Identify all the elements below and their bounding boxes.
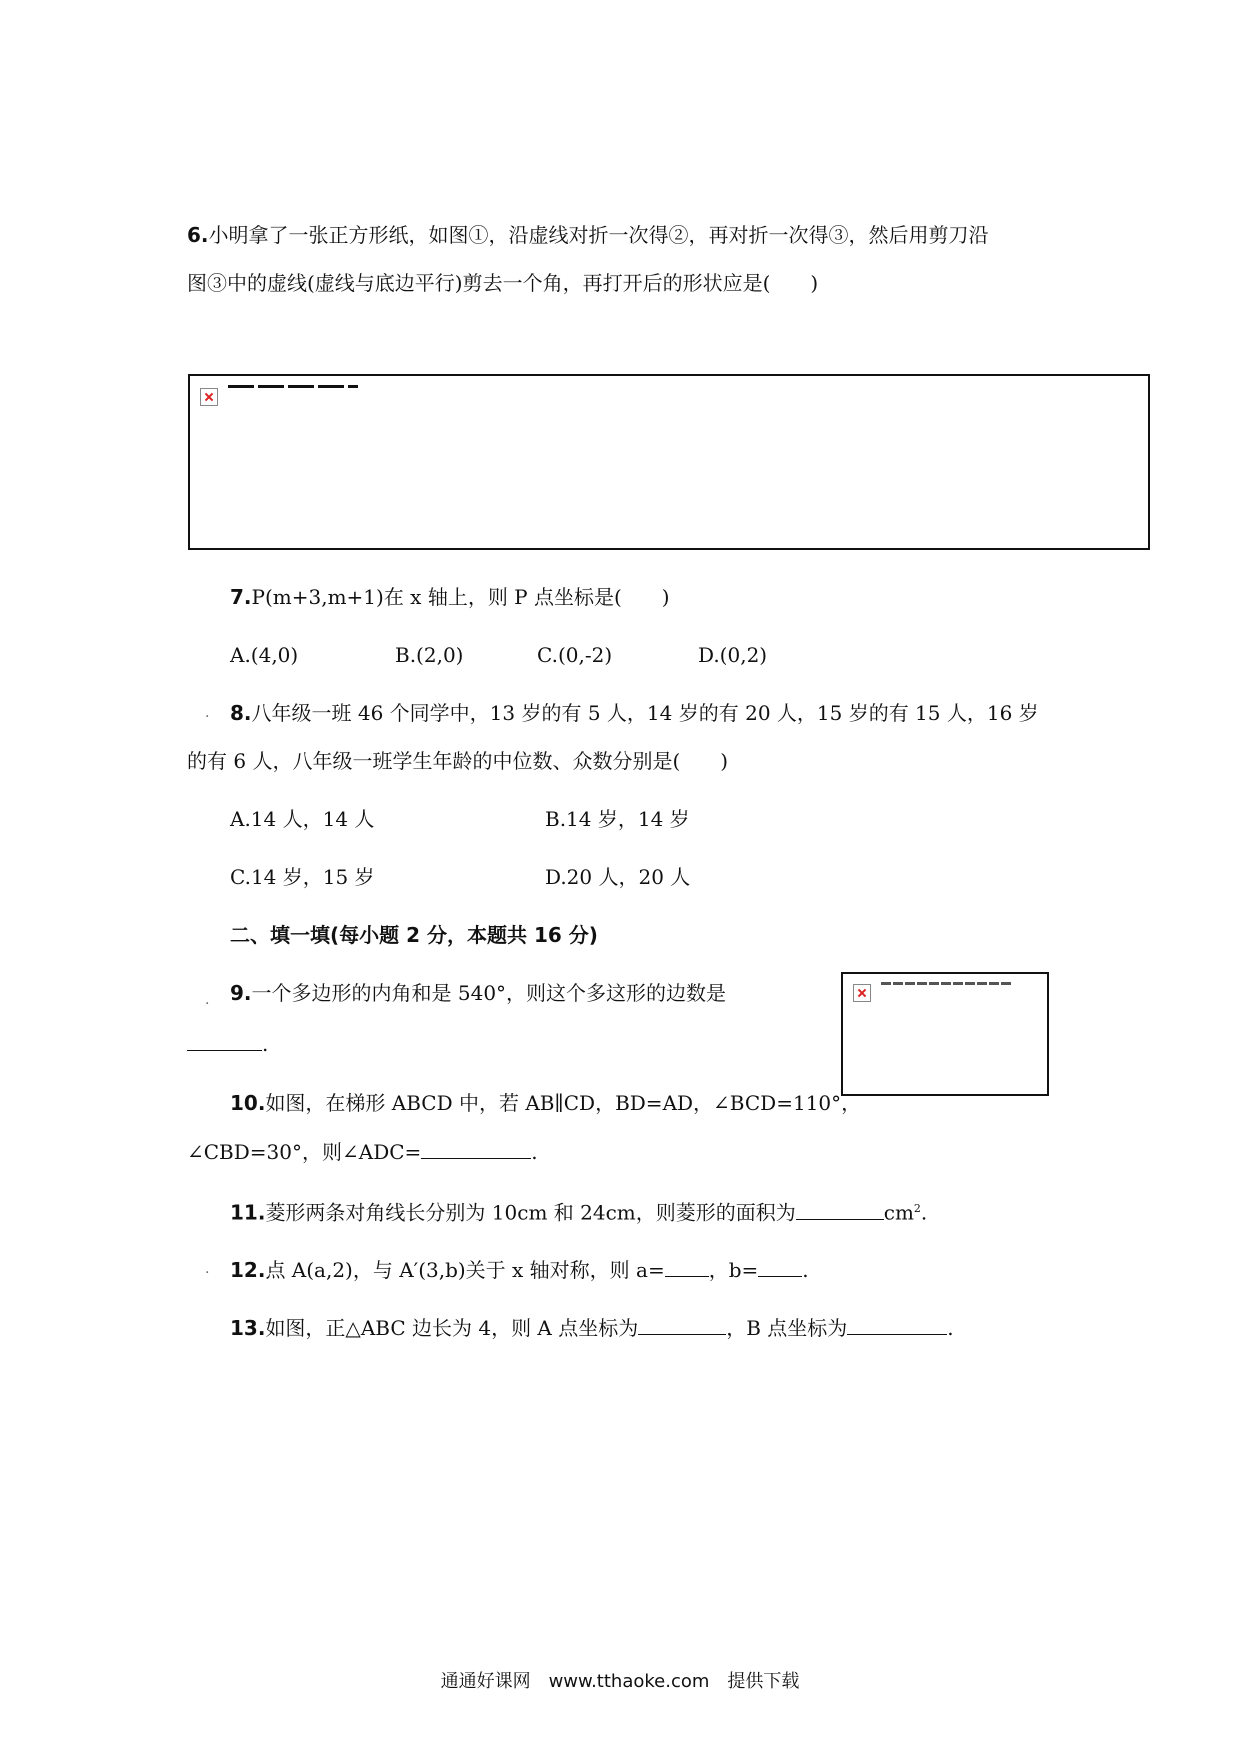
q12-answer-blank-a[interactable] xyxy=(665,1256,709,1277)
q11-period: . xyxy=(920,1200,928,1225)
q13-line xyxy=(230,1314,954,1341)
margin-mark: . xyxy=(205,1261,210,1277)
q11-unit-exponent: 2 xyxy=(913,1202,921,1215)
q8-text-line2: 的有 6 人，八年级一班学生年龄的中位数、众数分别是( ) xyxy=(187,749,729,773)
q10-figure-frame xyxy=(841,972,1049,1096)
q9-line2 xyxy=(187,1030,268,1057)
q7-number: 7. xyxy=(230,585,252,609)
q13-text-a: 如图，正△ABC 边长为 4，则 A 点坐标为 xyxy=(265,1316,639,1340)
q8-text-line1: 八年级一班 46 个同学中，13 岁的有 5 人，14 岁的有 20 人，15 岁的有 15 人，16 岁 xyxy=(251,701,1039,725)
q13-answer-blank-a[interactable] xyxy=(638,1314,726,1335)
q8-line2 xyxy=(187,748,728,774)
q8-number: 8. xyxy=(230,701,252,725)
q7-option-c: C.(0,-2) xyxy=(537,643,613,667)
q11-line xyxy=(230,1196,927,1226)
q10-text-line1: 如图，在梯形 ABCD 中，若 AB∥CD，BD=AD，∠BCD=110°， xyxy=(265,1091,862,1115)
q10-line1 xyxy=(230,1090,861,1116)
q12-answer-blank-b[interactable] xyxy=(758,1256,802,1277)
q13-number: 13. xyxy=(230,1316,266,1340)
q12-text-a: 点 A(a,2)，与 A′(3,b)关于 x 轴对称，则 a= xyxy=(265,1258,665,1282)
q8-option-d: D.20 人，20 人 xyxy=(545,865,691,889)
q11-answer-blank[interactable] xyxy=(796,1199,884,1220)
q11-text: 菱形两条对角线长分别为 10cm 和 24cm，则菱形的面积为 xyxy=(265,1200,796,1225)
q9-line1 xyxy=(230,980,726,1006)
q12-number: 12. xyxy=(230,1258,266,1282)
q7-line xyxy=(230,584,670,610)
margin-mark: . xyxy=(205,705,210,721)
q6-text-line1: 小明拿了一张正方形纸，如图①，沿虚线对折一次得②，再对折一次得③，然后用剪刀沿 xyxy=(208,223,989,247)
figure-caption-lines xyxy=(228,385,358,388)
q7-option-d: D.(0,2) xyxy=(698,643,768,667)
q6-number: 6. xyxy=(187,223,209,247)
q11-number: 11. xyxy=(230,1200,266,1225)
q8-option-b: B.14 岁，14 岁 xyxy=(545,807,690,831)
q9-number: 9. xyxy=(230,981,252,1005)
q10-line2 xyxy=(187,1138,538,1165)
margin-mark: . xyxy=(205,992,210,1008)
q13-answer-blank-b[interactable] xyxy=(847,1314,947,1335)
q9-period: . xyxy=(262,1032,269,1056)
q7-option-b: B.(2,0) xyxy=(395,643,464,667)
q13-text-b: ，B 点坐标为 xyxy=(726,1316,848,1340)
q8-line1 xyxy=(230,700,1039,726)
q6-line2 xyxy=(187,270,818,296)
broken-image-icon xyxy=(853,984,871,1002)
q8-option-c: C.14 岁，15 岁 xyxy=(230,865,375,889)
section-heading: 二、填一填(每小题 2 分，本题共 16 分) xyxy=(230,923,598,947)
page-footer: 通通好课网 www.tthaoke.com 提供下载 xyxy=(440,1671,800,1692)
q9-answer-blank[interactable] xyxy=(187,1030,262,1051)
q7-text: P(m+3,m+1)在 x 轴上，则 P 点坐标是( ) xyxy=(251,585,670,609)
q12-period: . xyxy=(802,1258,809,1282)
broken-image-icon xyxy=(200,388,218,406)
q12-line xyxy=(230,1256,809,1283)
q10-number: 10. xyxy=(230,1091,266,1115)
q10-text-line2: ∠CBD=30°，则∠ADC= xyxy=(187,1140,422,1164)
q10-period: . xyxy=(531,1140,538,1164)
q6-figure-frame xyxy=(188,374,1150,550)
q6-line1 xyxy=(187,222,989,248)
q7-option-a: A.(4,0) xyxy=(230,643,299,667)
q13-period: . xyxy=(947,1316,954,1340)
figure-caption-lines xyxy=(881,982,1011,985)
q9-text: 一个多边形的内角和是 540°，则这个多这形的边数是 xyxy=(251,981,727,1005)
q11-unit: cm xyxy=(883,1200,914,1225)
q6-text-line2: 图③中的虚线(虚线与底边平行)剪去一个角，再打开后的形状应是( ) xyxy=(187,271,819,295)
q10-answer-blank[interactable] xyxy=(421,1138,531,1159)
q12-text-b: ，b= xyxy=(708,1258,759,1282)
q8-option-a: A.14 人，14 人 xyxy=(230,807,375,831)
